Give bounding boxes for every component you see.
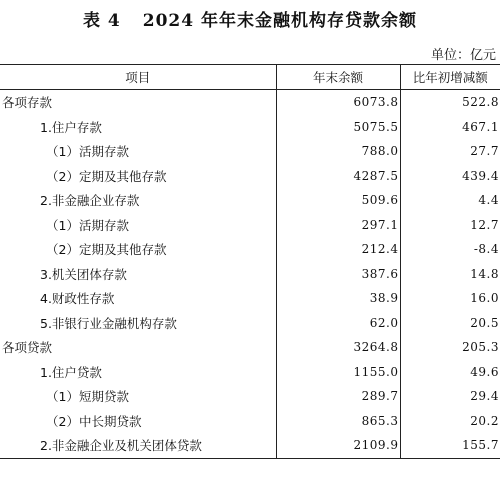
row-change: 14.8	[400, 262, 500, 287]
row-change: 522.8	[400, 90, 500, 115]
row-item-name: （2）定期及其他存款	[46, 242, 167, 258]
table-row	[0, 237, 500, 262]
row-item-name: 3.机关团体存款	[40, 266, 127, 282]
table-row	[0, 335, 500, 360]
table-row	[0, 164, 500, 189]
row-change: 29.4	[400, 384, 500, 409]
table-title-text: 2024 年年末金融机构存贷款余额	[142, 11, 417, 31]
row-balance: 3264.8	[276, 335, 400, 360]
row-change: 4.4	[400, 188, 500, 213]
row-change: 439.4	[400, 164, 500, 189]
table-number: 表 4	[83, 11, 121, 31]
row-balance: 212.4	[276, 237, 400, 262]
table-row	[0, 115, 500, 140]
row-balance: 788.0	[276, 139, 400, 164]
row-balance: 2109.9	[276, 433, 400, 458]
row-balance: 6073.8	[276, 90, 400, 115]
table-title	[0, 6, 500, 31]
row-change: 12.7	[400, 213, 500, 238]
row-item-name: （1）短期贷款	[46, 389, 129, 405]
header-item: 项目	[0, 65, 276, 90]
table-row	[0, 139, 500, 164]
row-item-name: 2.非金融企业存款	[40, 193, 140, 209]
row-balance: 297.1	[276, 213, 400, 238]
table-row	[0, 262, 500, 287]
row-item-name: （1）活期存款	[46, 217, 129, 233]
row-change: -8.4	[400, 237, 500, 262]
row-item-name: （1）活期存款	[46, 144, 129, 160]
table-body	[0, 90, 500, 459]
row-balance: 289.7	[276, 384, 400, 409]
row-item-name: 5.非银行业金融机构存款	[40, 315, 177, 331]
header-row	[0, 65, 500, 90]
row-change: 467.1	[400, 115, 500, 140]
row-item-name: 1.住户贷款	[40, 364, 102, 380]
row-item-name: 4.财政性存款	[40, 291, 115, 307]
row-balance: 509.6	[276, 188, 400, 213]
row-item-name: 2.非金融企业及机关团体贷款	[0, 433, 276, 458]
row-change: 155.7	[400, 433, 500, 458]
table-row	[0, 286, 500, 311]
table-row	[0, 360, 500, 385]
row-change: 27.7	[400, 139, 500, 164]
table-row	[0, 311, 500, 336]
header-balance: 年末余额	[276, 65, 400, 90]
table-row	[0, 409, 500, 434]
row-item-name: （2）中长期贷款	[46, 413, 142, 429]
row-balance: 387.6	[276, 262, 400, 287]
table-row	[0, 90, 500, 115]
deposit-loan-table	[0, 64, 500, 459]
row-balance: 1155.0	[276, 360, 400, 385]
table-row	[0, 433, 500, 458]
row-item-name: 1.住户存款	[40, 119, 102, 135]
table-row	[0, 213, 500, 238]
row-change: 205.3	[400, 335, 500, 360]
unit-label: 单位：亿元	[430, 48, 496, 63]
row-balance: 4287.5	[276, 164, 400, 189]
table-row	[0, 188, 500, 213]
row-change: 16.0	[400, 286, 500, 311]
row-item-name: （2）定期及其他存款	[46, 168, 167, 184]
row-balance: 62.0	[276, 311, 400, 336]
row-item-name: 各项存款	[2, 95, 53, 111]
row-change: 49.6	[400, 360, 500, 385]
row-balance: 5075.5	[276, 115, 400, 140]
row-change: 20.2	[400, 409, 500, 434]
header-change: 比年初增减额	[400, 65, 500, 90]
row-balance: 38.9	[276, 286, 400, 311]
table-row	[0, 384, 500, 409]
row-balance: 865.3	[276, 409, 400, 434]
row-item-name: 各项贷款	[2, 340, 53, 356]
row-change: 20.5	[400, 311, 500, 336]
